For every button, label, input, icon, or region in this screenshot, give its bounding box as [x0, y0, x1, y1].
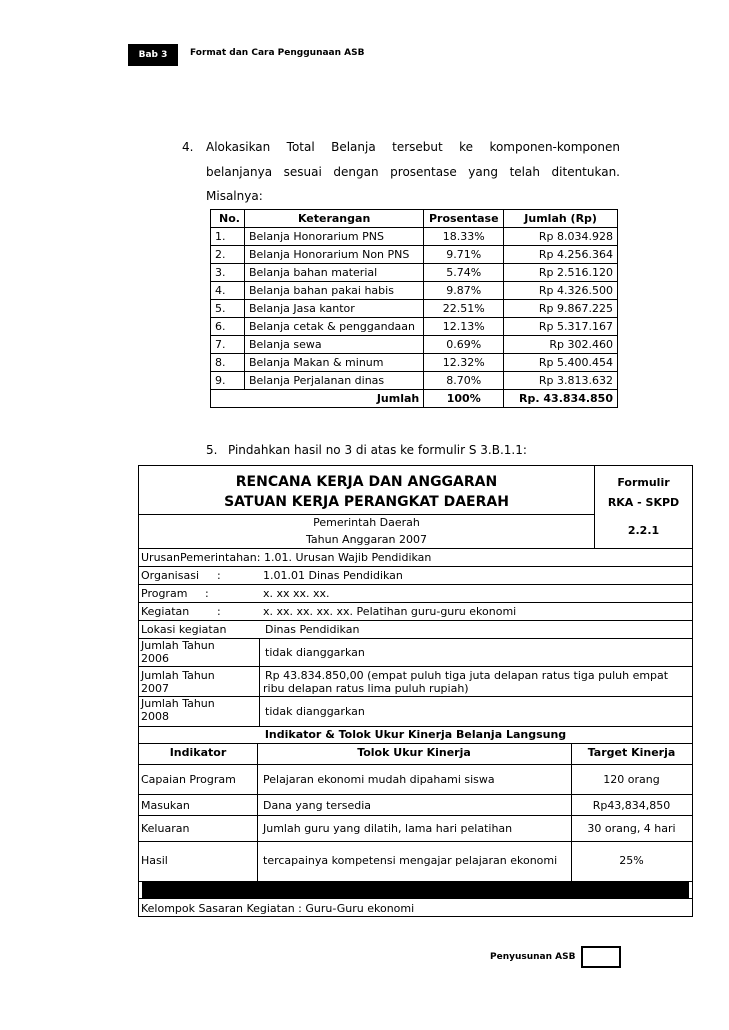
rka-skpd-form — [138, 465, 693, 917]
total-label: Jumlah — [211, 390, 424, 408]
table-row: 4. Belanja bahan pakai habis 9.87% Rp 4.326.500 — [211, 282, 618, 300]
total-amount: Rp. 43.834.850 — [504, 390, 618, 408]
pemerintah-daerah: Pemerintah Daerah — [313, 516, 420, 529]
table-row: 8. Belanja Makan & minum 12.32% Rp 5.400.454 — [211, 354, 618, 372]
jumlah-2006-year: 2006 — [141, 652, 169, 665]
kegiatan-label: Kegiatan — [141, 605, 190, 618]
program-colon: : — [205, 587, 209, 600]
chapter-badge: Bab 3 — [128, 44, 178, 66]
page-number-box — [581, 946, 621, 968]
target-capaian: 120 orang — [603, 773, 660, 786]
col-target-kinerja: Target Kinerja — [587, 746, 676, 759]
col-no: No. — [211, 210, 245, 228]
indikator-capaian: Capaian Program — [141, 773, 236, 786]
tolok-masukan: Dana yang tersedia — [263, 799, 372, 812]
tahun-anggaran: Tahun Anggaran 2007 — [306, 533, 427, 546]
jumlah-2007-value-2: ribu delapan ratus lima puluh rupiah) — [263, 682, 469, 695]
jumlah-2006-label: Jumlah Tahun — [141, 639, 215, 652]
table-row: 5. Belanja Jasa kantor 22.51% Rp 9.867.225 — [211, 300, 618, 318]
table-row: 7. Belanja sewa 0.69% Rp 302.460 — [211, 336, 618, 354]
table-row: 1. Belanja Honorarium PNS 18.33% Rp 8.034.928 — [211, 228, 618, 246]
indikator-title: Indikator & Tolok Ukur Kinerja Belanja Langsung — [264, 728, 567, 741]
target-keluaran: 30 orang, 4 hari — [587, 822, 676, 835]
formulir-label: Formulir — [617, 476, 670, 489]
kegiatan-colon: : — [217, 605, 221, 618]
col-indikator: Indikator — [169, 746, 227, 759]
tolok-hasil: tercapainya kompetensi mengajar pelajaran ekonomi — [263, 854, 558, 867]
kegiatan-value: x. xx. xx. xx. xx. Pelatihan guru-guru ekonomi — [263, 605, 517, 618]
col-tolok-ukur: Tolok Ukur Kinerja — [357, 746, 471, 759]
target-hasil: 25% — [619, 854, 644, 867]
step4-line1: Alokasikan Total Belanja tersebut ke komponen-komponen — [206, 140, 620, 154]
col-jumlah: Jumlah (Rp) — [504, 210, 618, 228]
urusan-pemerintahan: UrusanPemerintahan: 1.01. Urusan Wajib Pendidikan — [141, 551, 432, 564]
jumlah-2008-year: 2008 — [141, 710, 169, 723]
table-row: 3. Belanja bahan material 5.74% Rp 2.516.120 — [211, 264, 618, 282]
lokasi-value: Dinas Pendidikan — [265, 623, 360, 636]
tolok-keluaran: Jumlah guru yang dilatih, lama hari pelatihan — [263, 822, 513, 835]
table-row: 9. Belanja Perjalanan dinas 8.70% Rp 3.813.632 — [211, 372, 618, 390]
indikator-keluaran: Keluaran — [141, 822, 190, 835]
formulir-number: 2.2.1 — [627, 524, 660, 537]
step4-line3: Misalnya: — [206, 189, 263, 203]
footer-label: Penyusunan ASB — [490, 952, 576, 962]
total-row — [211, 390, 618, 408]
step5-number: 5. — [206, 443, 218, 457]
jumlah-2008-label: Jumlah Tahun — [141, 697, 215, 710]
step4-number: 4. — [182, 140, 194, 154]
organisasi-value: 1.01.01 Dinas Pendidikan — [263, 569, 403, 582]
table-row: 2. Belanja Honorarium Non PNS 9.71% Rp 4.256.364 — [211, 246, 618, 264]
total-pct: 100% — [424, 390, 504, 408]
jumlah-2007-value-1: Rp 43.834.850,00 (empat puluh tiga juta delapan ratus tiga puluh empat — [265, 669, 669, 682]
jumlah-2006-value: tidak dianggarkan — [265, 646, 365, 659]
program-label: Program — [141, 587, 188, 600]
form-title-1: RENCANA KERJA DAN ANGGARAN — [235, 474, 498, 490]
tolok-capaian: Pelajaran ekonomi mudah dipahami siswa — [263, 773, 495, 786]
jumlah-2007-year: 2007 — [141, 682, 169, 695]
indikator-hasil: Hasil — [141, 854, 168, 867]
step5-text: Pindahkan hasil no 3 di atas ke formulir S 3.B.1.1: — [228, 443, 527, 457]
jumlah-2008-value: tidak dianggarkan — [265, 705, 365, 718]
form-title-2: SATUAN KERJA PERANGKAT DAERAH — [224, 494, 509, 510]
organisasi-colon: : — [217, 569, 221, 582]
lokasi-label: Lokasi kegiatan — [141, 623, 227, 636]
indikator-masukan: Masukan — [141, 799, 190, 812]
chapter-title: Format dan Cara Penggunaan ASB — [190, 48, 365, 58]
table-row: 6. Belanja cetak & penggandaan 12.13% Rp 5.317.167 — [211, 318, 618, 336]
formulir-code: RKA - SKPD — [607, 496, 680, 509]
program-value: x. xx xx. xx. — [263, 587, 330, 600]
step4-line2: belanjanya sesuai dengan prosentase yang telah ditentukan. — [206, 165, 620, 179]
target-masukan: Rp43,834,850 — [592, 799, 671, 812]
jumlah-2007-label: Jumlah Tahun — [141, 669, 215, 682]
organisasi-label: Organisasi — [141, 569, 199, 582]
col-keterangan: Keterangan — [244, 210, 423, 228]
table-header-row — [211, 210, 618, 228]
allocation-table — [210, 209, 618, 408]
kelompok-sasaran: Kelompok Sasaran Kegiatan : Guru-Guru ekonomi — [141, 902, 415, 915]
col-prosentase: Prosentase — [424, 210, 504, 228]
